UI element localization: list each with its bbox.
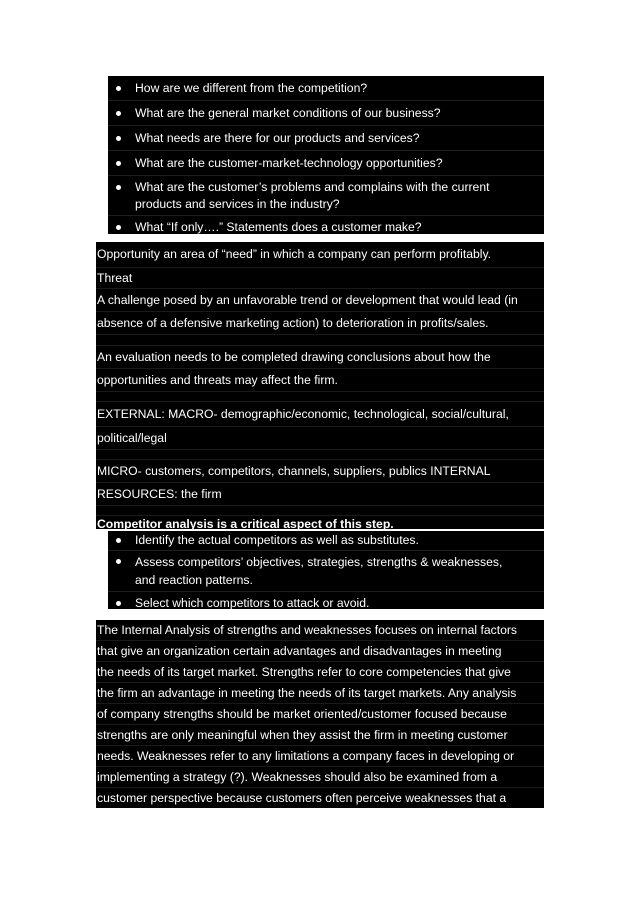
list-item xyxy=(108,551,544,592)
list-item-text-continued: and reaction patterns. xyxy=(135,573,253,587)
text-line: the needs of its target market. Strengths refer to core competencies that give xyxy=(96,662,544,683)
list-item xyxy=(108,176,544,216)
list-item xyxy=(108,126,544,151)
text-line: implementing a strategy (?). Weaknesses should also be examined from a xyxy=(96,767,544,788)
text-line: Threat xyxy=(96,268,544,289)
text-line: customer perspective because customers often perceive weaknesses that a xyxy=(97,791,507,805)
list-item-text: What are the customer’s problems and complains with the current xyxy=(135,180,490,194)
bullet-icon xyxy=(116,161,121,166)
bullet-icon xyxy=(116,136,121,141)
list-item-text: What are the general market conditions of our business? xyxy=(135,106,441,120)
text-line: An evaluation needs to be completed drawing conclusions about how the xyxy=(96,346,544,369)
questions-list xyxy=(108,76,544,234)
list-item xyxy=(108,76,544,101)
internal-analysis-text xyxy=(96,620,544,808)
bullet-icon xyxy=(116,601,121,606)
text-line: opportunities and threats may affect the firm. xyxy=(96,369,544,392)
blank-line xyxy=(96,392,544,402)
list-item xyxy=(108,101,544,126)
text-line: political/legal xyxy=(96,427,544,450)
list-item-text-continued: products and services in the industry? xyxy=(135,197,340,211)
bullet-icon xyxy=(116,111,121,116)
list-item-text: What needs are there for our products and services? xyxy=(135,131,420,145)
opportunity-threat-text xyxy=(96,242,544,529)
text-line: of company strengths should be market oriented/customer focused because xyxy=(96,704,544,725)
list-item-text: Assess competitors’ objectives, strategies, strengths & weaknesses, xyxy=(135,555,503,569)
text-line: MICRO- customers, competitors, channels, suppliers, publics INTERNAL xyxy=(96,460,544,483)
list-item xyxy=(108,151,544,176)
bullet-icon xyxy=(116,559,121,564)
list-item-text: What “If only….” Statements does a customer make? xyxy=(135,220,422,234)
list-item-text: Identify the actual competitors as well as substitutes. xyxy=(135,533,419,547)
bullet-icon xyxy=(116,538,121,543)
text-line: RESOURCES: the firm xyxy=(96,483,544,506)
text-line: strengths are only meaningful when they assist the firm in meeting customer xyxy=(96,725,544,746)
list-item xyxy=(108,216,544,238)
list-item-text: Select which competitors to attack or avoid. xyxy=(135,596,370,610)
competitor-analysis-heading: Competitor analysis is a critical aspect of this step. xyxy=(97,517,394,531)
list-item-text: What are the customer-market-technology opportunities? xyxy=(135,156,443,170)
text-line: absence of a defensive marketing action) to deterioration in profits/sales. xyxy=(96,312,544,335)
bullet-icon xyxy=(116,225,121,230)
text-line: that give an organization certain advantages and disadvantages in meeting xyxy=(96,641,544,662)
text-line: the firm an advantage in meeting the needs of its target markets. Any analysis xyxy=(96,683,544,704)
blank-line xyxy=(96,450,544,460)
bullet-icon xyxy=(116,86,121,91)
list-item xyxy=(108,592,544,611)
text-line: A challenge posed by an unfavorable trend or development that would lead (in xyxy=(96,289,544,312)
bullet-icon xyxy=(116,185,121,190)
list-item xyxy=(108,531,544,551)
text-line: The Internal Analysis of strengths and weaknesses focuses on internal factors xyxy=(96,620,544,641)
list-item-text: How are we different from the competition? xyxy=(135,81,368,95)
blank-line xyxy=(96,335,544,346)
text-line: Opportunity an area of “need” in which a company can perform profitably. xyxy=(96,242,544,268)
competitor-tasks-list xyxy=(108,531,544,609)
text-line: EXTERNAL: MACRO- demographic/economic, technological, social/cultural, xyxy=(96,402,544,427)
text-line: needs. Weaknesses refer to any limitations a company faces in developing or xyxy=(96,746,544,767)
blank-line xyxy=(96,506,544,516)
